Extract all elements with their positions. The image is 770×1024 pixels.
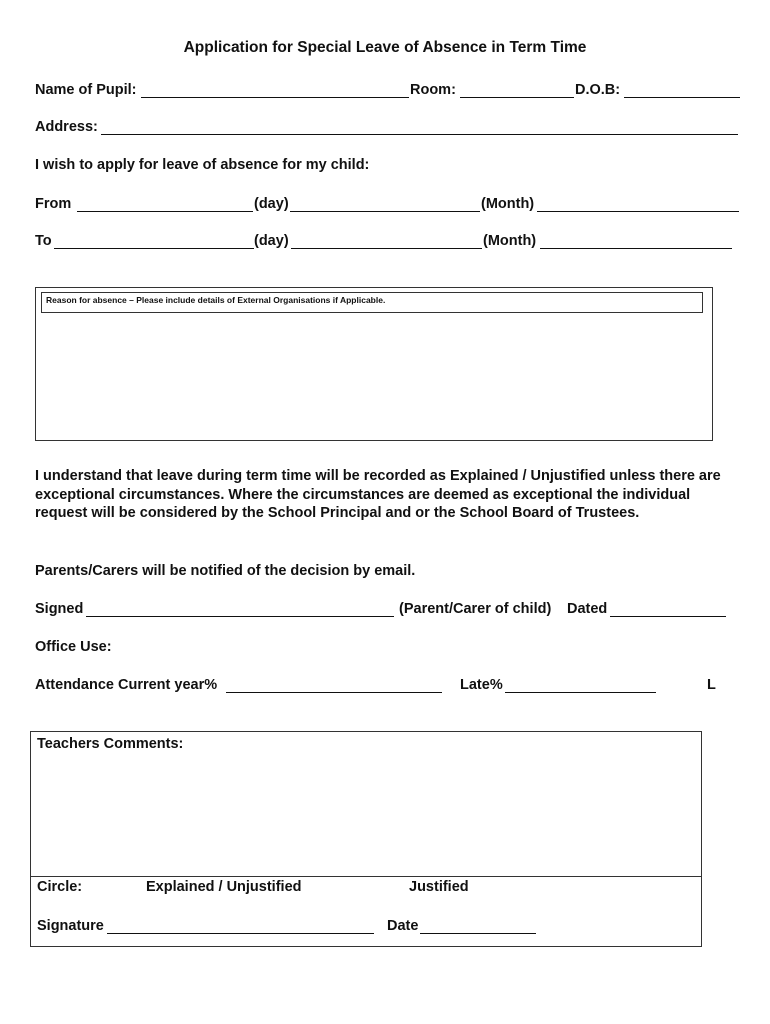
notification-text: Parents/Carers will be notified of the decision by email. (35, 563, 416, 579)
dated-label: Dated (567, 601, 608, 617)
dated-input[interactable] (610, 598, 726, 617)
reason-textarea[interactable] (41, 318, 709, 438)
address-label: Address: (35, 119, 98, 135)
from-label: From (35, 196, 72, 212)
attendance-label: Attendance Current year% (35, 677, 218, 693)
attendance-input[interactable] (226, 674, 442, 693)
name-of-pupil-input[interactable] (141, 79, 409, 98)
intro-text: I wish to apply for leave of absence for my child: (35, 157, 370, 173)
to-month-input[interactable] (291, 230, 482, 249)
signed-input[interactable] (86, 598, 394, 617)
teachers-comments-textarea[interactable] (36, 756, 696, 874)
from-day-input[interactable] (77, 193, 253, 212)
to-year-input[interactable] (540, 230, 732, 249)
page-title: Application for Special Leave of Absence in Term Time (183, 39, 587, 56)
late-label: Late% (460, 677, 503, 693)
to-day-label: (day) (254, 233, 289, 249)
name-of-pupil-label: Name of Pupil: (35, 82, 137, 98)
to-month-label: (Month) (483, 233, 537, 249)
from-month-label: (Month) (481, 196, 535, 212)
address-input[interactable] (101, 116, 738, 135)
statement-paragraph: I understand that leave during term time will be recorded as Explained / Unjustified unless there are exceptional circumstances. Where the circumstances are deemed as exceptional the individual request will be considered by the School Principal and or the School Board of Trustees. (35, 468, 721, 521)
signature-label: Signature (37, 918, 104, 934)
teachers-comments-label: Teachers Comments: (37, 736, 184, 752)
dob-label: D.O.B: (575, 82, 621, 98)
signed-label: Signed (35, 601, 84, 617)
to-day-input[interactable] (54, 230, 254, 249)
from-year-input[interactable] (537, 193, 739, 212)
office-use-label: Office Use: (35, 639, 112, 655)
room-input[interactable] (460, 79, 574, 98)
dob-input[interactable] (624, 79, 740, 98)
teachers-divider (30, 876, 701, 877)
from-month-input[interactable] (290, 193, 480, 212)
justified-option[interactable]: Justified (409, 879, 469, 895)
late-input[interactable] (505, 674, 656, 693)
date-input[interactable] (420, 915, 536, 934)
circle-label: Circle: (37, 879, 83, 895)
signature-input[interactable] (107, 915, 374, 934)
date-label: Date (387, 918, 419, 934)
from-day-label: (day) (254, 196, 289, 212)
l-mark: L (707, 677, 716, 693)
to-label: To (35, 233, 52, 249)
reason-label: Reason for absence – Please include details of External Organisations if Applicable. (41, 292, 703, 313)
explained-unjustified-option[interactable]: Explained / Unjustified (146, 879, 302, 895)
room-label: Room: (410, 82, 456, 98)
parent-carer-label: (Parent/Carer of child) (399, 601, 552, 617)
